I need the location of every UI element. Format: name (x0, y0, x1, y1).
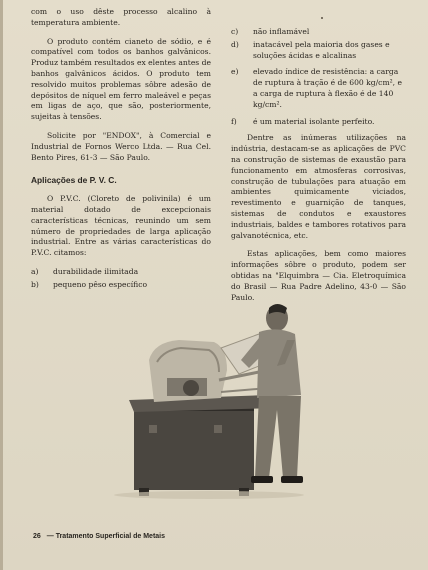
list-text: não inflamável (253, 27, 310, 36)
left-paragraph-2: O produto contém cianeto de sódio, e é compatível com todos os banhos galvânicos. Produz também resultados ex elentes antes de banhos galvânicos ácidos. O produto tem resolvido muitos problemas sôbre adesão de depósitos de níquel em ferro maleável e peças em ligas de aço, que são, posteriormente, sujeitas à tensões. (31, 36, 211, 122)
section-heading: Aplicações de P. V. C. (31, 175, 117, 186)
list-item-f (231, 117, 406, 128)
publication-title: — Tratamento Superficial de Metais (46, 533, 166, 540)
list-item-c (231, 27, 406, 38)
list-text: inatacável pela maioria dos gases e soluções ácidas e alcalinas (253, 39, 390, 60)
list-text: durabilidade ilimitada (53, 266, 139, 276)
left-paragraph-1: com o uso dêste processo alcalino à temperatura ambiente. (31, 7, 211, 27)
list-marker: c) (231, 27, 239, 36)
list-marker: e) (231, 67, 239, 77)
left-paragraph-3: Solicite por "ENDOX", à Comercial e Industrial de Fornos Werco Ltda. — Rua Cel. Bento Pires, 61-3 — São Paulo. (31, 130, 211, 162)
right-column (231, 27, 406, 311)
list-text: pequeno pêso específico (53, 279, 148, 289)
list-marker: b) (31, 279, 39, 289)
list-marker: d) (231, 39, 239, 49)
list-marker: a) (31, 266, 39, 276)
worker-trousers (255, 396, 301, 478)
right-paragraph-1: Dentre as inúmeras utilizações na indústria, destacam-se as aplicações de PVC na construção de sistemas de exaustão para funcionamento em atmosferas corrosivas, construção de tubulações para atuação em ambientes quimicamente viciados, revestimento e guarnição de tanques, sistemas de condutos e exaustores industriais, baldes e tambores rotativos para galvanotécnica, etc. (231, 133, 406, 240)
page-number: 26 (33, 533, 41, 540)
list-marker: f) (231, 116, 237, 126)
list-text: elevado índice de resistência: a carga de ruptura à tração é de 600 kg/cm², e a carga de ruptura à flexão é de 140 kg/cm². (253, 67, 403, 109)
page-footer (33, 533, 165, 540)
list-item-d (231, 40, 406, 62)
list-item-b (31, 280, 211, 291)
photo-worker-at-pvc-machine (109, 300, 334, 500)
right-paragraph-2: Estas aplicações, bem como maiores informações sôbre o produto, podem ser obtidas na "Elquimbra — Cia. Eletroquímica do Brasil — Rua Padre Adelino, 43-0 — São Paulo. (231, 249, 406, 302)
workbench (134, 405, 254, 490)
left-paragraph-4: O P.V.C. (Cloreto de polivinila) é um material dotado de excepcionais características técnicas, reunindo um sem número de propriedades de larga aplicação industrial. Entre as várias características do P.V.C. citamos: (31, 194, 211, 258)
list-item-e (231, 67, 406, 110)
left-column (31, 7, 211, 293)
list-text: é um material isolante perfeito. (253, 116, 375, 126)
ink-speck (321, 17, 323, 19)
list-item-a (31, 267, 211, 278)
